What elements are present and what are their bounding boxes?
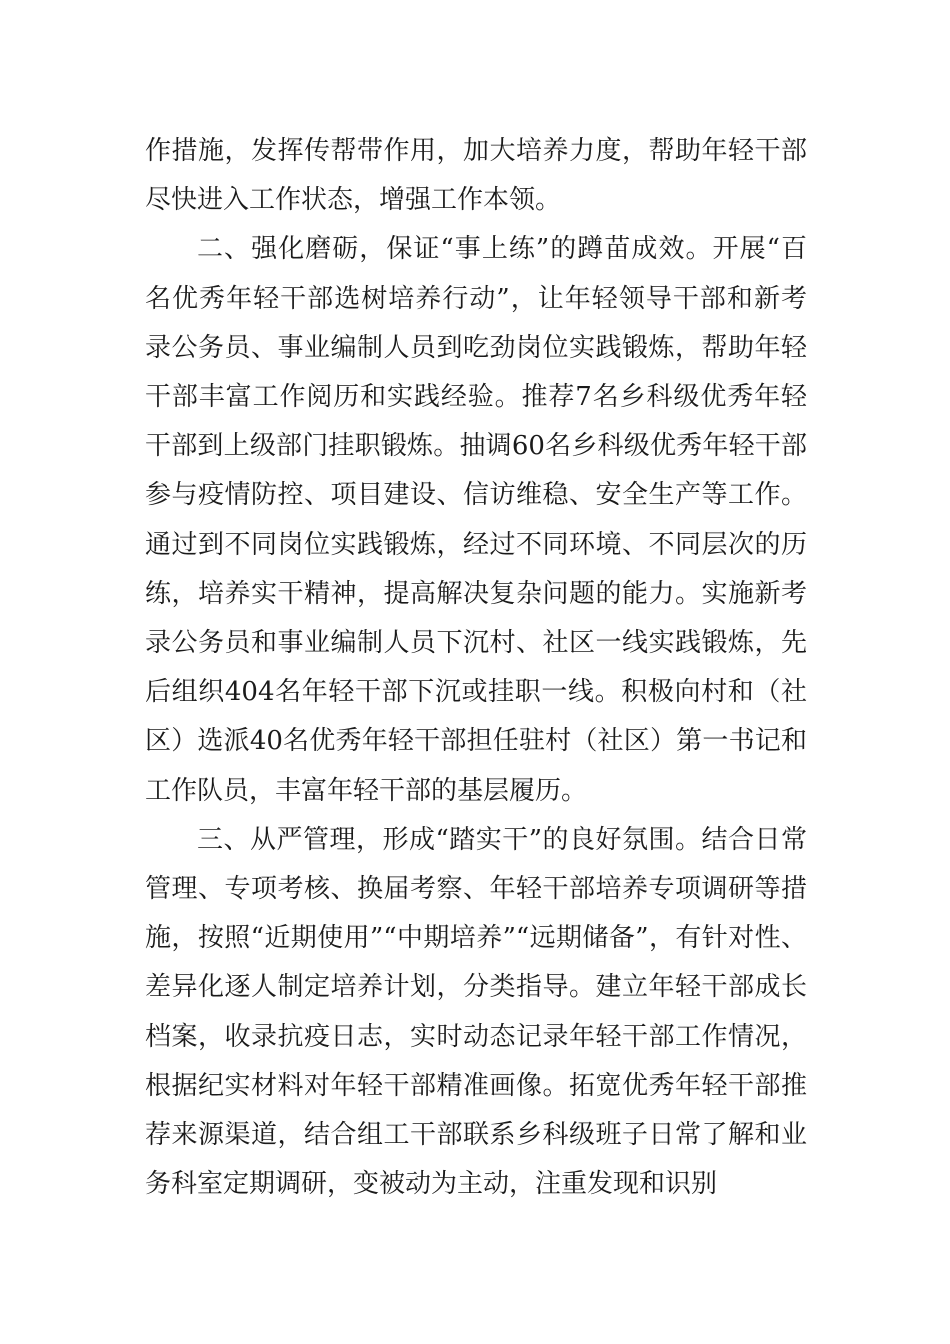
paragraph-section-two: 二、强化磨砺，保证“事上练”的蹲苗成效。开展“百名优秀年轻干部选树培养行动”，让年轻领导干部和新考录公务员、事业编制人员到吃劲岗位实践锻炼，帮助年轻干部丰富工作阅历和实践经验。推荐7名乡科级优秀年轻干部到上级部门挂职锻炼。抽调60名乡科级优秀年轻干部参与疫情防控、项目建设、信访维稳、安全生产等工作。通过到不同岗位实践锻炼，经过不同环境、不同层次的历练，培养实干精神，提高解决复杂问题的能力。实施新考录公务员和事业编制人员下沉村、社区一线实践锻炼，先后组织404名年轻干部下沉或挂职一线。积极向村和（社区）选派40名优秀年轻干部担任驻村（社区）第一书记和工作队员，丰富年轻干部的基层履历。 (145, 234, 807, 806)
paragraph-section-three: 三、从严管理，形成“踏实干”的良好氛围。结合日常管理、专项考核、换届考察、年轻干部培养专项调研等措施，按照“近期使用”“中期培养”“远期储备”，有针对性、差异化逐人制定培养计划，分类指导。建立年轻干部成长档案，收录抗疫日志，实时动态记录年轻干部工作情况，根据纪实材料对年轻干部精准画像。拓宽优秀年轻干部推荐来源渠道，结合组工干部联系乡科级班子日常了解和业务科室定期调研，变被动为主动，注重发现和识别 (145, 824, 807, 1200)
document-body (145, 127, 807, 1209)
paragraph-continuation: 作措施，发挥传帮带作用，加大培养力度，帮助年轻干部尽快进入工作状态，增强工作本领。 (145, 136, 807, 216)
